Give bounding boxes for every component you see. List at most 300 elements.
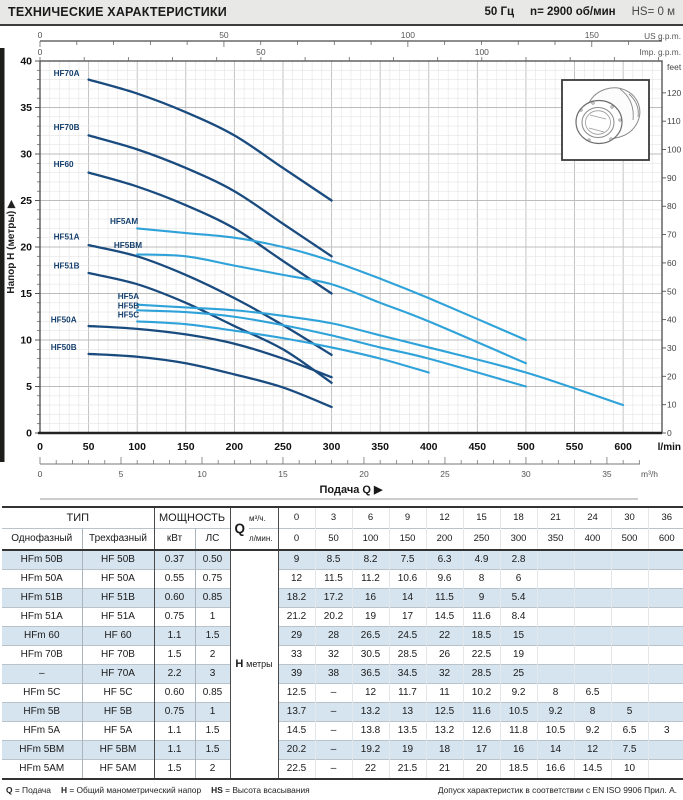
head-value: 13 <box>389 703 426 722</box>
head-value: 16.6 <box>537 760 574 780</box>
head-value: 5 <box>611 703 648 722</box>
head-value: 8.5 <box>315 550 352 570</box>
head-value: 8.4 <box>500 608 537 627</box>
power-kw: 0.37 <box>154 550 195 570</box>
head-value <box>648 760 683 780</box>
table-row <box>2 550 683 570</box>
head-value: 22.5 <box>463 646 500 665</box>
table-row <box>2 589 683 608</box>
head-value <box>574 627 611 646</box>
head-value: 18.5 <box>463 627 500 646</box>
table-row <box>2 627 683 646</box>
svg-text:10: 10 <box>197 469 207 479</box>
speed-value: n= 2900 об/мин <box>530 6 616 18</box>
power-kw: 1.1 <box>154 741 195 760</box>
head-value: 2.8 <box>500 550 537 570</box>
head-value: 28.5 <box>463 665 500 684</box>
head-value: 16 <box>500 741 537 760</box>
head-value: 11.5 <box>426 589 463 608</box>
lmin-value: 300 <box>500 529 537 551</box>
head-value: 19 <box>389 741 426 760</box>
head-value <box>537 608 574 627</box>
flow-header <box>230 507 278 550</box>
head-value: 26 <box>426 646 463 665</box>
head-value: 12.5 <box>278 684 315 703</box>
model-three-phase: HF 5C <box>82 684 154 703</box>
svg-text:5: 5 <box>26 381 32 393</box>
lmin-value: 50 <box>315 529 352 551</box>
head-value: 6 <box>500 570 537 589</box>
head-value <box>648 665 683 684</box>
head-value: 8 <box>463 570 500 589</box>
m3h-value: 24 <box>574 507 611 529</box>
head-value: 32 <box>426 665 463 684</box>
svg-text:0: 0 <box>667 428 672 438</box>
power-hp: 2 <box>195 646 230 665</box>
head-value <box>611 589 648 608</box>
m3h-value: 6 <box>352 507 389 529</box>
tolerance-note: Допуск характеристик в соответствии с EN ISO 9906 Прил. А. <box>437 785 677 795</box>
model-single-phase: HFm 51B <box>2 589 82 608</box>
head-value: 18 <box>426 741 463 760</box>
head-value <box>648 703 683 722</box>
model-three-phase: HF 5A <box>82 722 154 741</box>
power-kw: 1.1 <box>154 722 195 741</box>
head-value: – <box>315 703 352 722</box>
head-value: 12 <box>352 684 389 703</box>
svg-text:100: 100 <box>474 47 489 57</box>
table-row <box>2 646 683 665</box>
table-row <box>2 608 683 627</box>
svg-text:150: 150 <box>584 30 599 40</box>
model-single-phase: HFm 51A <box>2 608 82 627</box>
hp-header: ЛС <box>195 529 230 551</box>
head-value: 22 <box>426 627 463 646</box>
svg-text:0: 0 <box>26 427 32 440</box>
svg-text:20: 20 <box>667 371 677 382</box>
svg-text:US g.p.m.: US g.p.m. <box>644 31 681 41</box>
model-three-phase: HF 51A <box>82 608 154 627</box>
model-single-phase: HFm 5C <box>2 684 82 703</box>
svg-text:50: 50 <box>667 286 677 297</box>
head-value <box>574 665 611 684</box>
q-symbol: Q <box>234 520 246 536</box>
head-value: 21.2 <box>278 608 315 627</box>
svg-text:15: 15 <box>278 469 288 479</box>
head-value: 8.2 <box>352 550 389 570</box>
head-value: 11.6 <box>463 608 500 627</box>
h-symbol: H <box>235 658 244 670</box>
page-edge-bar <box>0 48 5 462</box>
lmin-value: 200 <box>426 529 463 551</box>
table-row <box>2 684 683 703</box>
svg-text:25: 25 <box>440 469 450 479</box>
svg-text:80: 80 <box>667 201 677 212</box>
m3h-value: 15 <box>463 507 500 529</box>
svg-text:0: 0 <box>37 441 43 453</box>
lmin-value: 400 <box>574 529 611 551</box>
head-value: 18.5 <box>500 760 537 780</box>
table-row <box>2 722 683 741</box>
curve-label-HF60: HF60 <box>53 160 74 170</box>
power-hp: 1.5 <box>195 722 230 741</box>
model-three-phase: HF 5AM <box>82 760 154 780</box>
x-axis-title: Подача Q ▶ <box>319 484 383 496</box>
table-row <box>2 665 683 684</box>
head-value: 10.2 <box>463 684 500 703</box>
head-value <box>537 627 574 646</box>
model-single-phase: HFm 50A <box>2 570 82 589</box>
head-value: 19.2 <box>352 741 389 760</box>
head-value <box>648 550 683 570</box>
svg-text:450: 450 <box>468 441 487 453</box>
power-kw: 0.55 <box>154 570 195 589</box>
svg-text:500: 500 <box>517 441 535 453</box>
head-value: 34.5 <box>389 665 426 684</box>
curve-label-HF70A: HF70A <box>53 68 80 78</box>
svg-text:120: 120 <box>667 87 682 98</box>
head-value: 10.6 <box>389 570 426 589</box>
m3h-value: 9 <box>389 507 426 529</box>
legend <box>6 785 310 795</box>
m3h-value: 12 <box>426 507 463 529</box>
head-value: 9.6 <box>426 570 463 589</box>
head-value: 7.5 <box>389 550 426 570</box>
svg-text:50: 50 <box>219 30 229 40</box>
head-value: 28.5 <box>389 646 426 665</box>
table-header-row-1 <box>2 507 683 529</box>
curve-label-HF51A: HF51A <box>53 232 80 242</box>
svg-text:Imp. g.p.m.: Imp. g.p.m. <box>639 47 681 57</box>
m3h-value: 30 <box>611 507 648 529</box>
model-single-phase: HFm 5B <box>2 703 82 722</box>
head-value <box>537 550 574 570</box>
head-value: 14.5 <box>278 722 315 741</box>
y-axis-metres <box>6 56 40 440</box>
curve-label-HF70B: HF70B <box>53 122 80 132</box>
head-value: 28 <box>315 627 352 646</box>
svg-text:30: 30 <box>667 342 677 353</box>
model-three-phase: HF 50B <box>82 550 154 570</box>
table-row <box>2 703 683 722</box>
power-hp: 1.5 <box>195 627 230 646</box>
model-single-phase: HFm 5BM <box>2 741 82 760</box>
m3h-value: 3 <box>315 507 352 529</box>
model-single-phase: HFm 5AM <box>2 760 82 780</box>
svg-text:90: 90 <box>667 172 677 183</box>
head-value: 17.2 <box>315 589 352 608</box>
x-axis-m3h <box>38 457 659 479</box>
svg-text:10: 10 <box>20 334 32 347</box>
head-value: 10.5 <box>537 722 574 741</box>
y-axis-feet <box>662 62 682 438</box>
head-value <box>648 684 683 703</box>
head-value: 14 <box>537 741 574 760</box>
model-three-phase: HF 5BM <box>82 741 154 760</box>
head-value: 32 <box>315 646 352 665</box>
head-value <box>611 608 648 627</box>
svg-text:35: 35 <box>20 102 32 114</box>
head-value <box>574 646 611 665</box>
head-value <box>537 646 574 665</box>
lmin-value: 100 <box>352 529 389 551</box>
svg-text:0: 0 <box>37 30 43 40</box>
head-value: 17 <box>389 608 426 627</box>
head-value: 21.5 <box>389 760 426 780</box>
head-value: 12.6 <box>463 722 500 741</box>
head-value <box>537 589 574 608</box>
head-value <box>574 570 611 589</box>
head-value: 10 <box>611 760 648 780</box>
svg-text:350: 350 <box>371 441 389 453</box>
svg-text:200: 200 <box>225 441 244 453</box>
power-kw: 0.75 <box>154 703 195 722</box>
svg-text:400: 400 <box>419 441 438 453</box>
head-value: 5.4 <box>500 589 537 608</box>
head-value: 11.5 <box>315 570 352 589</box>
model-three-phase: HF 50A <box>82 570 154 589</box>
head-value: 12.5 <box>426 703 463 722</box>
head-value: – <box>315 760 352 780</box>
model-three-phase: HF 70B <box>82 646 154 665</box>
curve-label-HF5BM: HF5BM <box>113 240 143 250</box>
single-phase-header: Однофазный <box>2 529 82 551</box>
model-single-phase: HFm 70B <box>2 646 82 665</box>
m3h-value: 21 <box>537 507 574 529</box>
header-specs <box>484 6 675 18</box>
head-value: 12 <box>574 741 611 760</box>
head-value: 14 <box>389 589 426 608</box>
svg-text:150: 150 <box>177 441 195 453</box>
head-value <box>611 550 648 570</box>
model-three-phase: HF 51B <box>82 589 154 608</box>
power-hp: 0.85 <box>195 684 230 703</box>
table-row <box>2 760 683 780</box>
svg-text:100: 100 <box>400 30 415 40</box>
head-value <box>648 646 683 665</box>
suction-head-value: HS= 0 м <box>631 6 675 18</box>
svg-text:20: 20 <box>359 469 369 479</box>
model-single-phase: HFm 50B <box>2 550 82 570</box>
head-value <box>611 665 648 684</box>
power-header: МОЩНОСТЬ <box>154 507 230 529</box>
head-value <box>648 589 683 608</box>
power-kw: 0.60 <box>154 589 195 608</box>
model-single-phase: – <box>2 665 82 684</box>
head-value: 13.5 <box>389 722 426 741</box>
power-hp: 3 <box>195 665 230 684</box>
m3h-value: 18 <box>500 507 537 529</box>
head-value: 8 <box>574 703 611 722</box>
head-value: 9.2 <box>574 722 611 741</box>
head-value: 14.5 <box>426 608 463 627</box>
curve-label-HF51B: HF51B <box>53 261 80 271</box>
head-value: 16 <box>352 589 389 608</box>
head-value: 13.7 <box>278 703 315 722</box>
head-value: 13.2 <box>352 703 389 722</box>
lmin-value: 150 <box>389 529 426 551</box>
head-value: 11.7 <box>389 684 426 703</box>
lmin-value: 0 <box>278 529 315 551</box>
svg-text:250: 250 <box>274 441 292 453</box>
head-value <box>611 684 648 703</box>
feet-axis-title: feet <box>667 62 682 72</box>
head-value: 17 <box>463 741 500 760</box>
head-value: 38 <box>315 665 352 684</box>
power-hp: 0.75 <box>195 570 230 589</box>
lmin-value: 500 <box>611 529 648 551</box>
svg-text:10: 10 <box>667 399 677 410</box>
svg-text:100: 100 <box>128 441 146 453</box>
head-value: 21 <box>426 760 463 780</box>
head-value: 19 <box>352 608 389 627</box>
x-axis-imp-gpm <box>38 47 681 61</box>
svg-text:20: 20 <box>20 241 32 254</box>
head-value: 3 <box>663 725 670 736</box>
head-value: – <box>315 722 352 741</box>
lmin-value: 250 <box>463 529 500 551</box>
power-kw: 1.1 <box>154 627 195 646</box>
head-value: 6.5 <box>611 722 648 741</box>
head-value: 6.5 <box>574 684 611 703</box>
head-value: 11.2 <box>352 570 389 589</box>
head-value: 9.2 <box>500 684 537 703</box>
head-value <box>611 646 648 665</box>
head-value: 11.6 <box>463 703 500 722</box>
model-three-phase: HF 5B <box>82 703 154 722</box>
svg-text:50: 50 <box>256 47 266 57</box>
model-single-phase: HFm 60 <box>2 627 82 646</box>
head-value <box>648 627 683 646</box>
head-value: 20.2 <box>315 608 352 627</box>
legend-item: H = Общий манометрический напор <box>60 785 202 795</box>
page-title: ТЕХНИЧЕСКИЕ ХАРАКТЕРИСТИКИ <box>8 5 227 19</box>
power-kw: 1.5 <box>154 760 195 780</box>
svg-text:0: 0 <box>37 469 43 479</box>
head-value: 9.2 <box>537 703 574 722</box>
head-value: 29 <box>278 627 315 646</box>
head-value: 11 <box>426 684 463 703</box>
head-unit-cell <box>230 550 278 779</box>
footer <box>0 780 683 795</box>
head-value: 18.2 <box>278 589 315 608</box>
legend-item: Q = Подача <box>6 785 51 795</box>
power-kw: 0.60 <box>154 684 195 703</box>
head-value: 7.5 <box>611 741 648 760</box>
power-hp: 0.50 <box>195 550 230 570</box>
y-axis-title: Напор H (метры) ▶ <box>6 200 17 294</box>
head-value <box>611 570 648 589</box>
lmin-unit: л/мин. <box>249 534 273 543</box>
head-value: 10.5 <box>500 703 537 722</box>
head-value <box>574 608 611 627</box>
kw-header: кВт <box>154 529 195 551</box>
head-value: 12 <box>278 570 315 589</box>
head-value <box>648 608 683 627</box>
x-axis-us-gpm <box>38 30 681 47</box>
m3h-value: 0 <box>278 507 315 529</box>
svg-text:25: 25 <box>20 195 32 207</box>
svg-text:m³/h: m³/h <box>641 469 658 479</box>
head-value <box>537 570 574 589</box>
curve-label-HF5C: HF5C <box>117 310 140 320</box>
svg-text:60: 60 <box>667 257 677 268</box>
lmin-value: 350 <box>537 529 574 551</box>
svg-text:50: 50 <box>82 441 95 453</box>
frequency-value: 50 Гц <box>484 6 515 18</box>
head-value <box>611 627 648 646</box>
h-unit: метры <box>246 659 273 669</box>
pump-drawing-inset <box>562 80 649 160</box>
svg-text:70: 70 <box>667 229 677 240</box>
head-value: 15 <box>500 627 537 646</box>
svg-text:35: 35 <box>602 469 612 479</box>
head-value: 20 <box>463 760 500 780</box>
table-row <box>2 741 683 760</box>
head-value: 22 <box>352 760 389 780</box>
svg-text:40: 40 <box>20 55 32 68</box>
head-value: 30.5 <box>352 646 389 665</box>
x-axis-lmin <box>37 433 681 453</box>
head-value: 4.9 <box>463 550 500 570</box>
head-value: 13.8 <box>352 722 389 741</box>
svg-text:0: 0 <box>37 47 43 57</box>
svg-text:5: 5 <box>118 469 124 479</box>
curve-label-HF5AM: HF5AM <box>109 216 139 226</box>
svg-text:600: 600 <box>614 441 632 453</box>
head-value: 11.8 <box>500 722 537 741</box>
m3h-value: 36 <box>661 512 673 523</box>
svg-text:15: 15 <box>20 288 32 300</box>
specification-table <box>2 506 683 780</box>
power-kw: 2.2 <box>154 665 195 684</box>
svg-text:40: 40 <box>667 314 677 325</box>
model-three-phase: HF 60 <box>82 627 154 646</box>
head-value: 20.2 <box>278 741 315 760</box>
head-value: 13.2 <box>426 722 463 741</box>
head-value: 25 <box>500 665 537 684</box>
head-value <box>537 665 574 684</box>
curve-label-HF50A: HF50A <box>50 315 77 325</box>
head-value: 39 <box>278 665 315 684</box>
type-header: ТИП <box>2 507 154 529</box>
three-phase-header: Трехфазный <box>82 529 154 551</box>
head-value: 8 <box>537 684 574 703</box>
curve-label-HF50B: HF50B <box>50 343 77 353</box>
head-value: 6.3 <box>426 550 463 570</box>
curve-HF70B <box>89 135 332 256</box>
head-value <box>648 741 683 760</box>
table-row <box>2 570 683 589</box>
power-kw: 0.75 <box>154 608 195 627</box>
svg-text:110: 110 <box>667 116 681 127</box>
curve-label-HF5B: HF5B <box>117 301 140 311</box>
svg-text:300: 300 <box>322 441 341 453</box>
svg-text:l/min: l/min <box>657 442 681 453</box>
head-value: – <box>315 684 352 703</box>
power-hp: 1.5 <box>195 741 230 760</box>
lmin-value: 600 <box>658 533 675 544</box>
curve-label-HF5A: HF5A <box>117 292 140 302</box>
head-value <box>574 589 611 608</box>
head-value: 9 <box>278 550 315 570</box>
head-value: 22.5 <box>278 760 315 780</box>
svg-text:30: 30 <box>521 469 531 479</box>
m3h-unit: м³/ч. <box>249 509 277 529</box>
legend-item: HS = Высота всасывания <box>211 785 310 795</box>
power-kw: 1.5 <box>154 646 195 665</box>
head-value: 36.5 <box>352 665 389 684</box>
